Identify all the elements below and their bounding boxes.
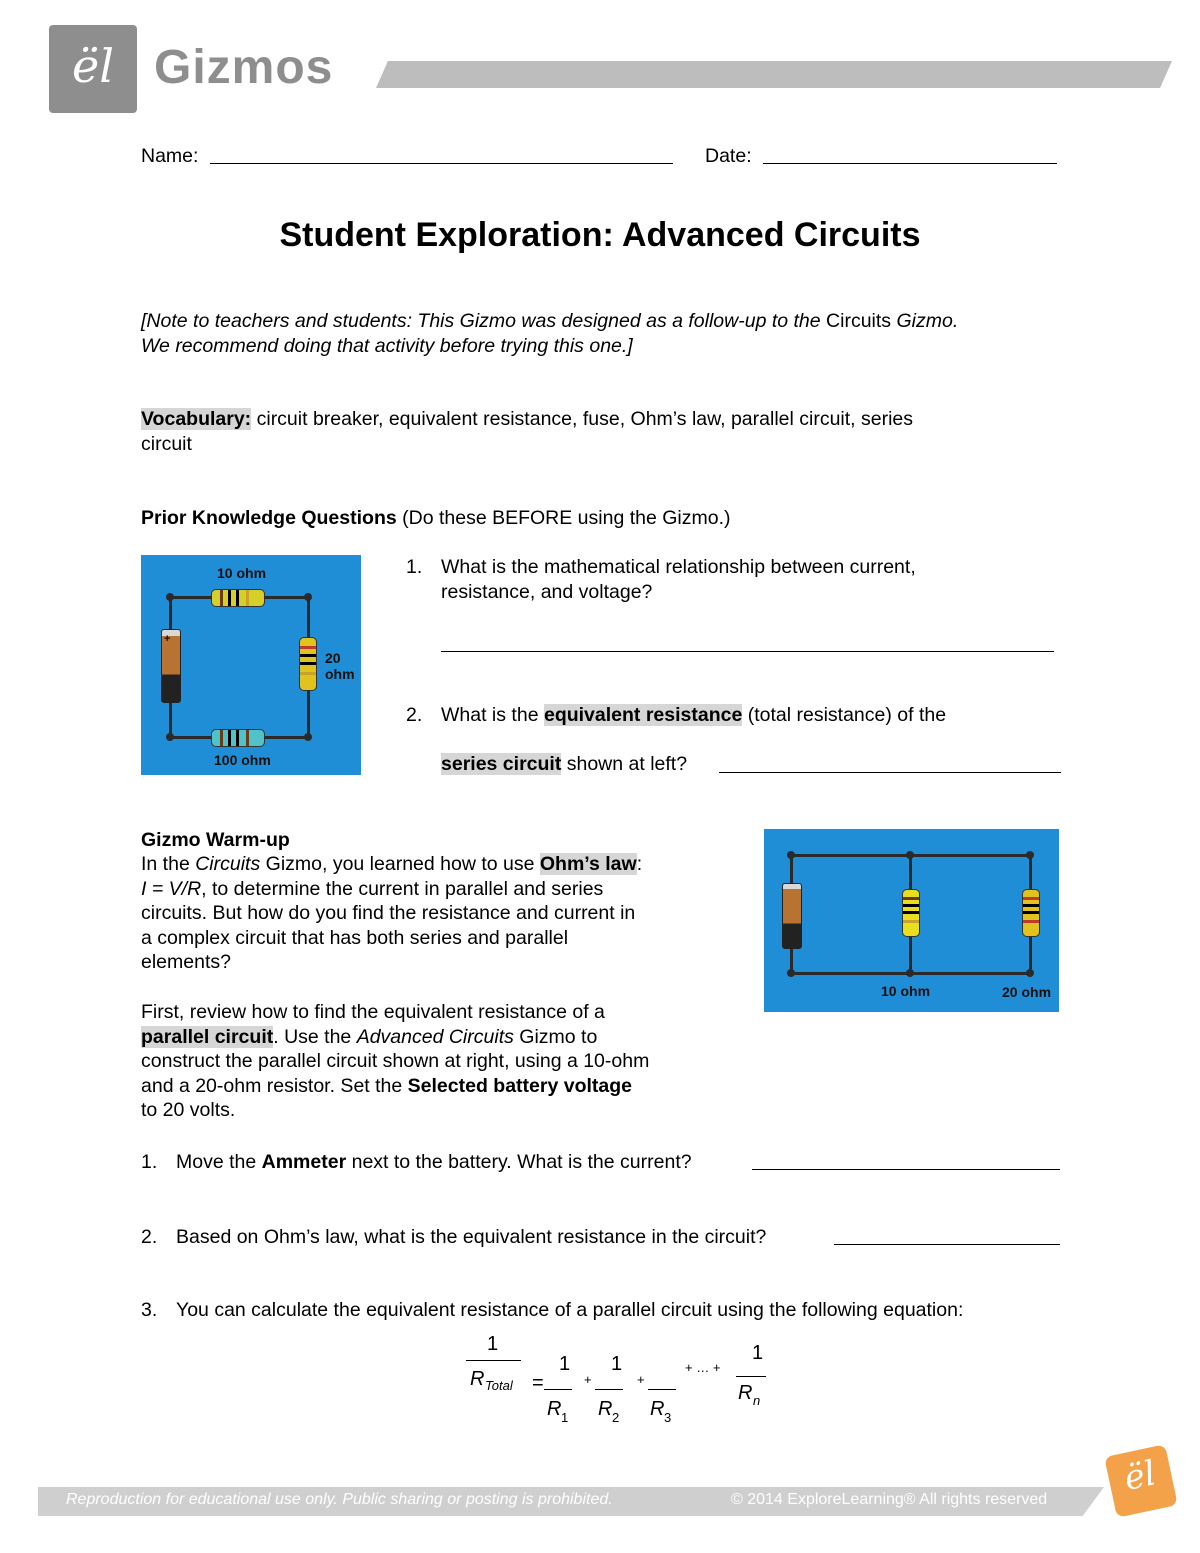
warmup-ohms-law: Ohm’s law [539,853,637,875]
prior-q1-line2: resistance, and voltage? [441,580,653,603]
note-text-a: [Note to teachers and students: This Gizmo was designed as a follow-up to the [141,310,827,332]
prior-q2-answer-line[interactable] [719,772,1061,773]
label-ohm: ohm [325,666,355,682]
warmup-text: First, review how to find the equivalent resistance of a [141,1001,605,1023]
label-10-ohm: 10 ohm [881,983,931,999]
note-circuits: Circuits [826,310,892,332]
q1-text [176,1150,692,1175]
warmup-paragraph-1 [141,852,741,975]
footer-logo-icon [1104,1444,1178,1518]
q2-text: Based on Ohm’s law, what is the equivalent resistance in the circuit? [176,1226,767,1248]
formula-r-total: R [470,1368,485,1390]
formula-one: 1 [487,1333,499,1355]
prior-q2-a: What is the [441,704,544,726]
fraction-bar [544,1389,572,1390]
battery-icon [782,883,802,949]
q1-number: 1. [141,1151,158,1173]
header-bar [376,61,1172,88]
formula-sub-1: 1 [561,1410,569,1425]
fraction-bar [466,1360,521,1361]
warmup-text: construct the parallel circuit shown at right, using a 10-ohm [141,1050,650,1072]
warmup-ohm-formula: I = V/R [141,877,202,900]
label-20: 20 [325,650,341,666]
vocabulary-label: Vocabulary: [141,408,252,430]
warmup-text: : [636,853,643,875]
warmup-text: a complex circuit that has both series and parallel [141,926,569,949]
prior-q2-line2 [441,752,687,777]
resistor-20-ohm [1022,889,1040,937]
resistor-100-ohm [211,729,265,747]
fraction-bar [595,1389,623,1390]
label-20-ohm: 20 ohm [1002,984,1052,1000]
formula-total-sub: Total [485,1378,513,1393]
q2-number: 2. [141,1226,158,1248]
warmup-text: circuits. But how do you find the resistance and current in [141,902,636,924]
series-circuit-image [141,555,361,775]
date-label: Date: [705,145,752,167]
formula-one: 1 [559,1353,571,1375]
warmup-text: Gizmo to [513,1025,598,1048]
formula-r: R [547,1398,562,1420]
label-10-ohm: 10 ohm [217,565,267,581]
fraction-bar [648,1389,676,1390]
note-text-c: Gizmo. [891,310,959,332]
footer-notice: Reproduction for educational use only. Public sharing or posting is prohibited. [66,1491,613,1508]
warmup-paragraph-2 [141,1000,761,1123]
resistor-10-ohm [211,589,265,607]
vocabulary-terms: circuit breaker, equivalent resistance, fuse, Ohm’s law, parallel circuit, series [251,408,914,430]
warmup-text: elements? [141,951,231,973]
q3-number: 3. [141,1299,158,1321]
note-line2: We recommend doing that activity before trying this one.] [141,334,633,357]
prior-q1-line1: What is the mathematical relationship between current, [441,556,916,578]
formula-plus: + [637,1372,645,1387]
formula-one: 1 [752,1342,764,1364]
warmup-text: to 20 volts. [141,1099,236,1121]
prior-q2-c: shown at left? [561,753,688,775]
prior-q1-text [441,555,1061,604]
parallel-circuit-image [764,829,1059,1012]
date-field[interactable] [763,163,1057,164]
label-100-ohm: 100 ohm [214,752,271,768]
battery-plus: + [164,633,171,645]
warmup-text: Gizmo, you learned how to use [260,853,540,875]
formula-ellipsis: + … + [685,1360,721,1375]
page-title: Student Exploration: Advanced Circuits [279,216,921,254]
formula-plus: + [584,1372,592,1387]
prior-q1-answer-line[interactable] [441,651,1054,652]
warmup-advanced-circuits-italic: Advanced Circuits [356,1025,514,1048]
q2-answer-line[interactable] [834,1244,1060,1245]
explorelearning-logo [49,25,137,113]
resistor-20-ohm [299,637,317,691]
warmup-heading: Gizmo Warm-up [141,829,290,851]
vocabulary [141,407,1101,456]
warmup-text: , to determine the current in parallel and series [201,877,604,900]
footer-logo-glyph: ël [1120,1453,1160,1499]
footer-copyright: © 2014 ExploreLearning® All rights reserved [731,1491,1048,1508]
formula-r: R [650,1398,665,1420]
prior-q2-highlight-2: series circuit [441,753,562,775]
prior-knowledge-heading [141,506,731,531]
formula-one: 1 [611,1353,623,1375]
parallel-resistance-equation [440,1330,800,1430]
formula-sub-2: 2 [612,1410,620,1425]
prior-q2-b: (total resistance) of the [742,704,947,726]
vocabulary-terms-2: circuit [141,432,192,455]
warmup-circuits-italic: Circuits [195,853,261,875]
teacher-note [141,309,1101,358]
warmup-text: . Use the [273,1025,357,1048]
formula-sub-3: 3 [664,1410,672,1425]
resistor-10-ohm [902,889,920,937]
formula-r: R [738,1382,753,1404]
brand-name: Gizmos [154,41,334,94]
name-label: Name: [141,145,199,167]
formula-r: R [598,1398,613,1420]
prior-heading-note: (Do these BEFORE using the Gizmo.) [396,507,731,529]
fraction-bar [736,1376,766,1377]
formula-sub-n: n [753,1393,761,1408]
warmup-text: and a 20-ohm resistor. Set the [141,1074,408,1097]
prior-q2-line1 [441,703,946,728]
prior-q1-number: 1. [406,556,423,578]
prior-q2-number: 2. [406,704,423,726]
logo-glyph: ël [72,39,114,93]
prior-q2-highlight: equivalent resistance [543,704,743,726]
q1-answer-line[interactable] [752,1169,1060,1170]
warmup-parallel-circuit: parallel circuit [141,1025,274,1048]
q1-ammeter: Ammeter [261,1151,347,1173]
warmup-text: In the [141,853,196,875]
q1-text-c: next to the battery. What is the current? [346,1151,692,1173]
prior-heading-bold: Prior Knowledge Questions [141,507,397,529]
q3-text: You can calculate the equivalent resistance of a parallel circuit using the following equation: [176,1299,964,1321]
q1-text-a: Move the [176,1151,262,1173]
formula-equals: = [532,1372,544,1394]
name-field[interactable] [210,163,673,164]
warmup-selected-voltage: Selected battery voltage [407,1074,632,1097]
